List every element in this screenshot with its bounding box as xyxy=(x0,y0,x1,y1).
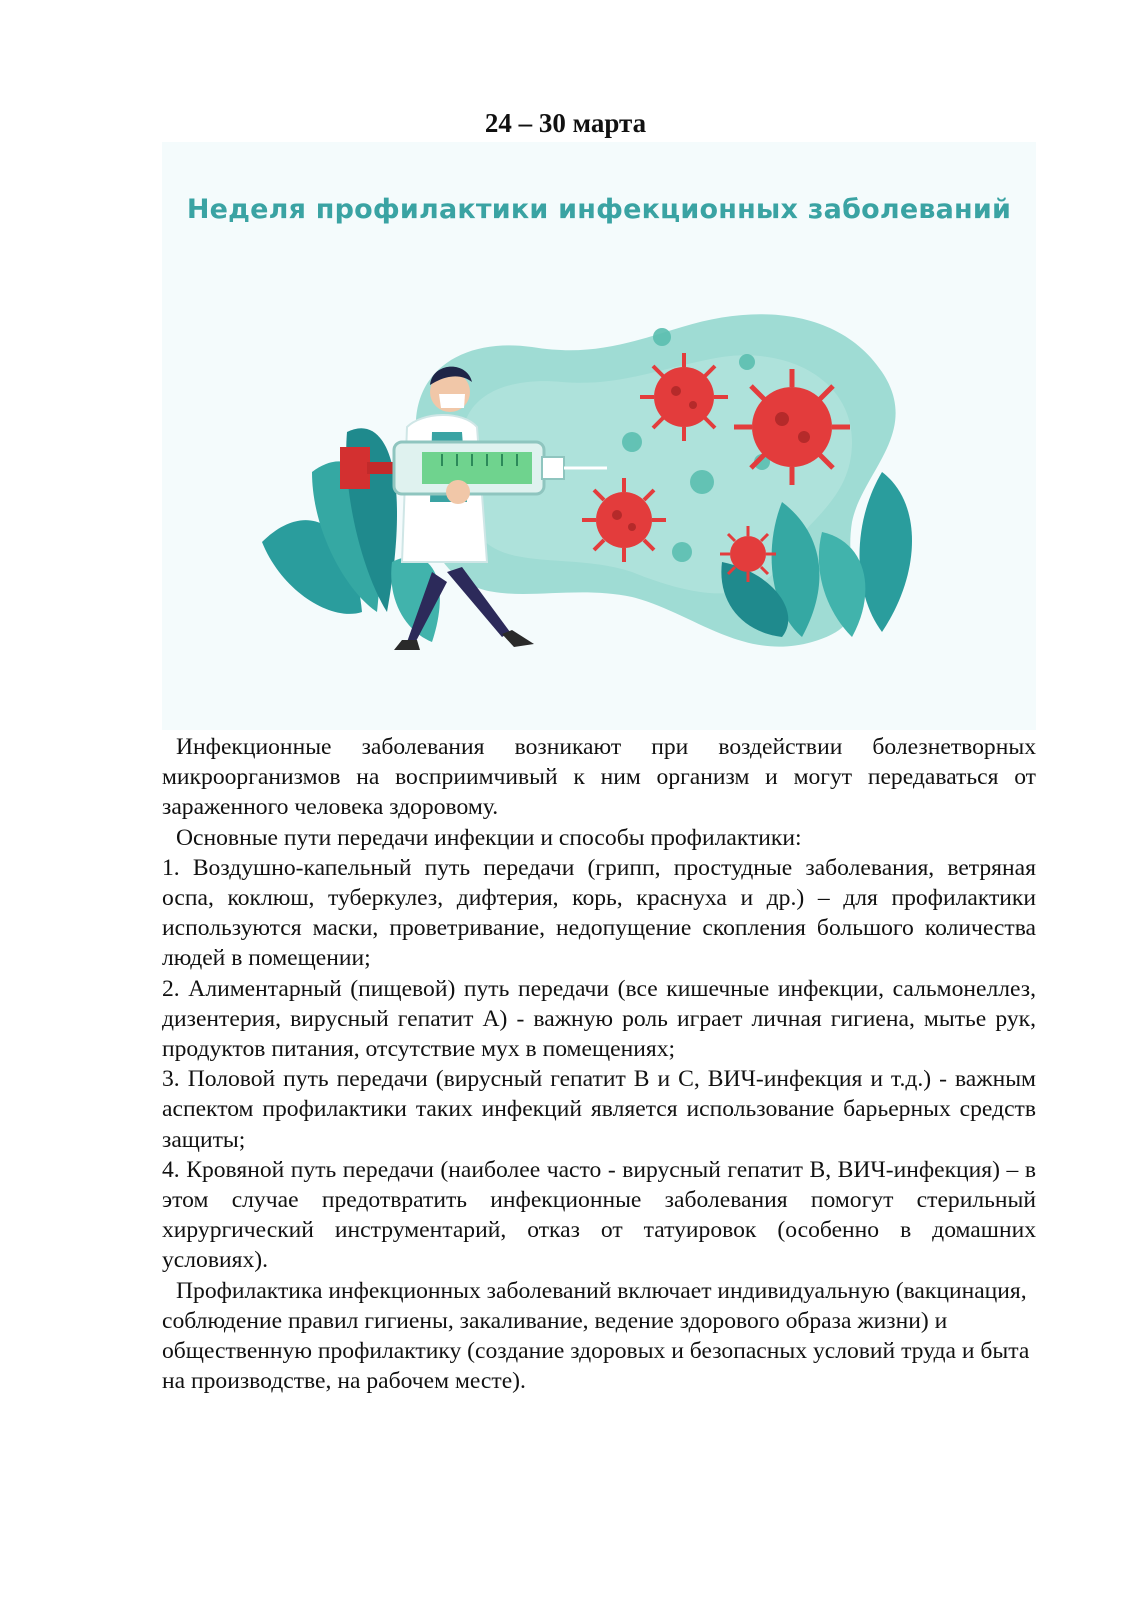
transmission-item-2: 2. Алиментарный (пищевой) путь передачи (все кишечные инфекции, сальмонеллез, дизентерия, вирусный гепатит А) - важную роль играет личная гигиена, мытье рук, продуктов питания, отсутствие мух в помещениях; xyxy=(162,975,1036,1063)
transmission-item-4: 4. Кровяной путь передачи (наиболее часто - вирусный гепатит В, ВИЧ-инфекция) – в этом случае предотвратить инфекционные заболевания помогут стерильный хирургический инструментарий, отказ от татуировок (особенно в домашних условиях). xyxy=(162,1156,1036,1274)
ways-heading: Основные пути передачи инфекции и способы профилактики: xyxy=(176,824,802,851)
doctor-syringe-virus-illustration xyxy=(162,142,1036,730)
transmission-item-1: 1. Воздушно-капельный путь передачи (грипп, простудные заболевания, ветряная оспа, коклюш, туберкулез, дифтерия, корь, краснуха и др.) – для профилактики используются маски, проветривание, недопущение скопления большого количества людей в помещении; xyxy=(162,854,1036,972)
intro-paragraph: Инфекционные заболевания возникают при воздействии болезнетворных микроорганизмов на восприимчивый к ним организм и могут передаваться от зараженного человека здоровому. xyxy=(162,734,1036,821)
conclusion-paragraph: Профилактика инфекционных заболеваний включает индивидуальную (вакцинация, соблюдение правил гигиены, закаливание, ведение здорового образа жизни) и общественную профилактику (создание здоровых и безопасных условий труда и быта на производстве, на рабочем месте). xyxy=(162,1277,1030,1395)
banner-illustration xyxy=(162,142,1036,730)
banner-title: Неделя профилактики инфекционных заболеваний xyxy=(186,194,1012,225)
article-text xyxy=(162,732,1036,1396)
transmission-item-3: 3. Половой путь передачи (вирусный гепатит В и С, ВИЧ-инфекция и т.д.) - важным аспектом профилактики таких инфекций является использование барьерных средств защиты; xyxy=(162,1066,1036,1153)
date-range-title: 24 – 30 марта xyxy=(484,108,647,138)
